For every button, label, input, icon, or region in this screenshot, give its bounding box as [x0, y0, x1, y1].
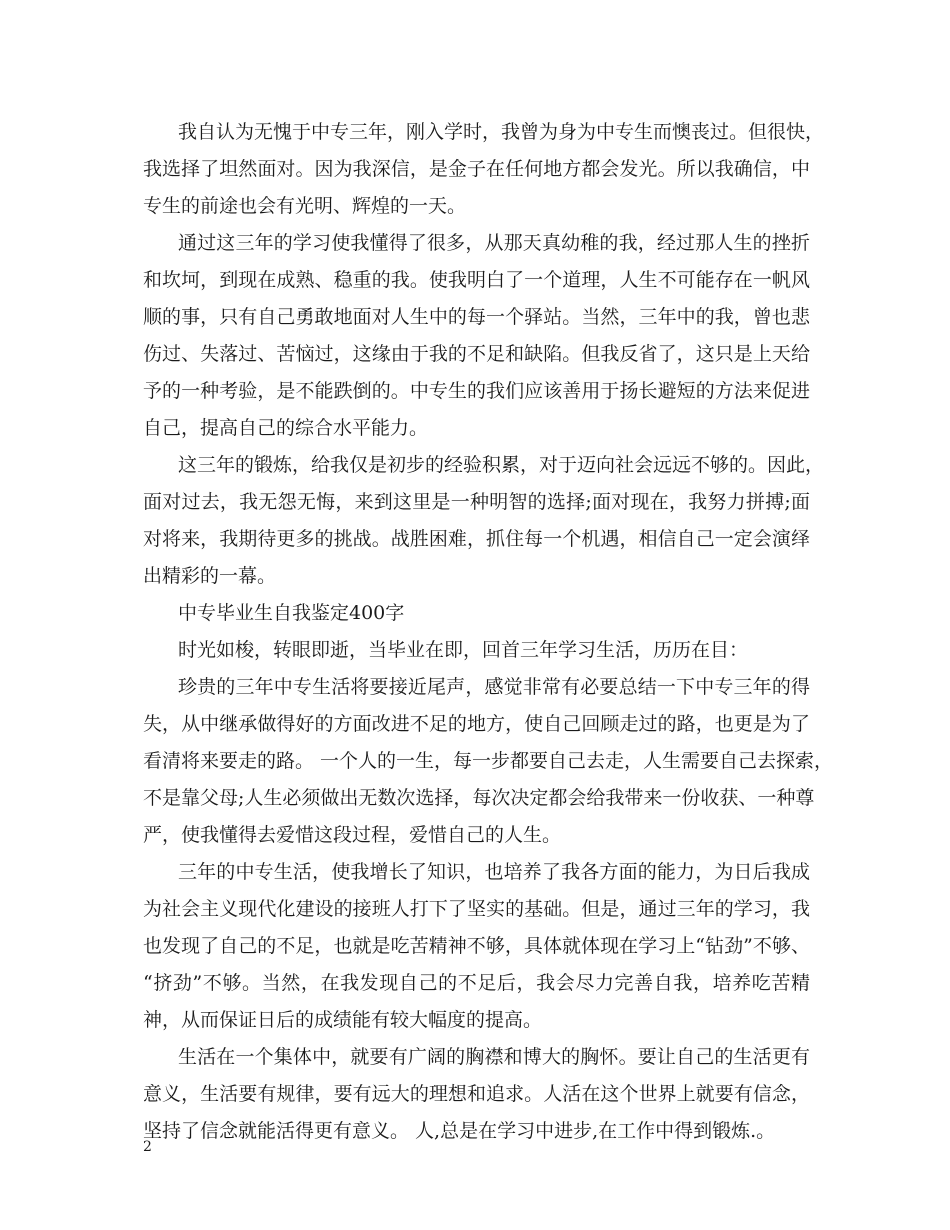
text-line: 我选择了坦然面对。因为我深信，是金子在任何地方都会发光。所以我确信，中 — [143, 158, 810, 180]
text-line: 神，从而保证日后的成绩能有较大幅度的提高。 — [143, 1009, 543, 1031]
text-line: 伤过、失落过、苦恼过，这缘由于我的不足和缺陷。但我反省了，这只是上天给 — [143, 343, 810, 365]
text-line: 意义，生活要有规律，要有远大的理想和追求。人活在这个世界上就要有信念， — [143, 1083, 810, 1105]
section-heading: 中专毕业生自我鉴定400字 — [178, 602, 405, 624]
text-line: 面对过去，我无怨无悔，来到这里是一种明智的选择;面对现在，我努力拼搏;面 — [143, 491, 810, 513]
text-line: 专生的前途也会有光明、辉煌的一天。 — [143, 195, 467, 217]
text-line: 生活在一个集体中，就要有广阔的胸襟和博大的胸怀。要让自己的生活更有 — [178, 1046, 810, 1068]
text-line: 这三年的锻炼，给我仅是初步的经验积累，对于迈向社会远远不够的。因此， — [178, 454, 825, 476]
text-line: 对将来，我期待更多的挑战。战胜困难，抓住每一个机遇，相信自己一定会演绎 — [143, 528, 810, 550]
text-line: 通过这三年的学习使我懂得了很多，从那天真幼稚的我，经过那人生的挫折 — [178, 232, 810, 254]
text-line: 顺的事，只有自己勇敢地面对人生中的每一个驿站。当然，三年中的我，曾也悲 — [143, 306, 810, 328]
text-line: 失，从中继承做得好的方面改进不足的地方，使自己回顾走过的路，也更是为了 — [143, 713, 810, 735]
text-line: 和坎坷，到现在成熟、稳重的我。使我明白了一个道理，人生不可能存在一帆风 — [143, 269, 810, 291]
text-line: 不是靠父母;人生必须做出无数次选择，每次决定都会给我带来一份收获、一种尊 — [143, 787, 815, 809]
text-line: 时光如梭，转眼即逝，当毕业在即，回首三年学习生活，历历在目： — [178, 639, 749, 661]
text-line: 予的一种考验，是不能跌倒的。中专生的我们应该善用于扬长避短的方法来促进 — [143, 380, 810, 402]
page-number: 2 — [143, 1139, 152, 1155]
text-line: 三年的中专生活，使我增长了知识，也培养了我各方面的能力，为日后我成 — [178, 861, 810, 883]
text-line: 出精彩的一幕。 — [143, 565, 277, 587]
text-line: “挤劲”不够。当然，在我发现自己的不足后，我会尽力完善自我，培养吃苦精 — [143, 972, 810, 994]
text-line: 我自认为无愧于中专三年，刚入学时，我曾为身为中专生而懊丧过。但很快， — [178, 121, 825, 143]
text-line: 自己，提高自己的综合水平能力。 — [143, 417, 429, 439]
text-line: 珍贵的三年中专生活将要接近尾声，感觉非常有必要总结一下中专三年的得 — [178, 676, 810, 698]
text-line: 也发现了自己的不足，也就是吃苦精神不够，具体就体现在学习上“钻劲”不够、 — [143, 935, 810, 957]
text-line: 看清将来要走的路。 一个人的一生，每一步都要自己去走，人生需要自己去探索， — [143, 750, 834, 772]
text-line: 为社会主义现代化建设的接班人打下了坚实的基础。但是，通过三年的学习，我 — [143, 898, 810, 920]
text-line: 严，使我懂得去爱惜这段过程，爱惜自己的人生。 — [143, 824, 562, 846]
text-line: 坚持了信念就能活得更有意义。 人,总是在学习中进步,在工作中得到锻炼.。 — [143, 1120, 776, 1142]
